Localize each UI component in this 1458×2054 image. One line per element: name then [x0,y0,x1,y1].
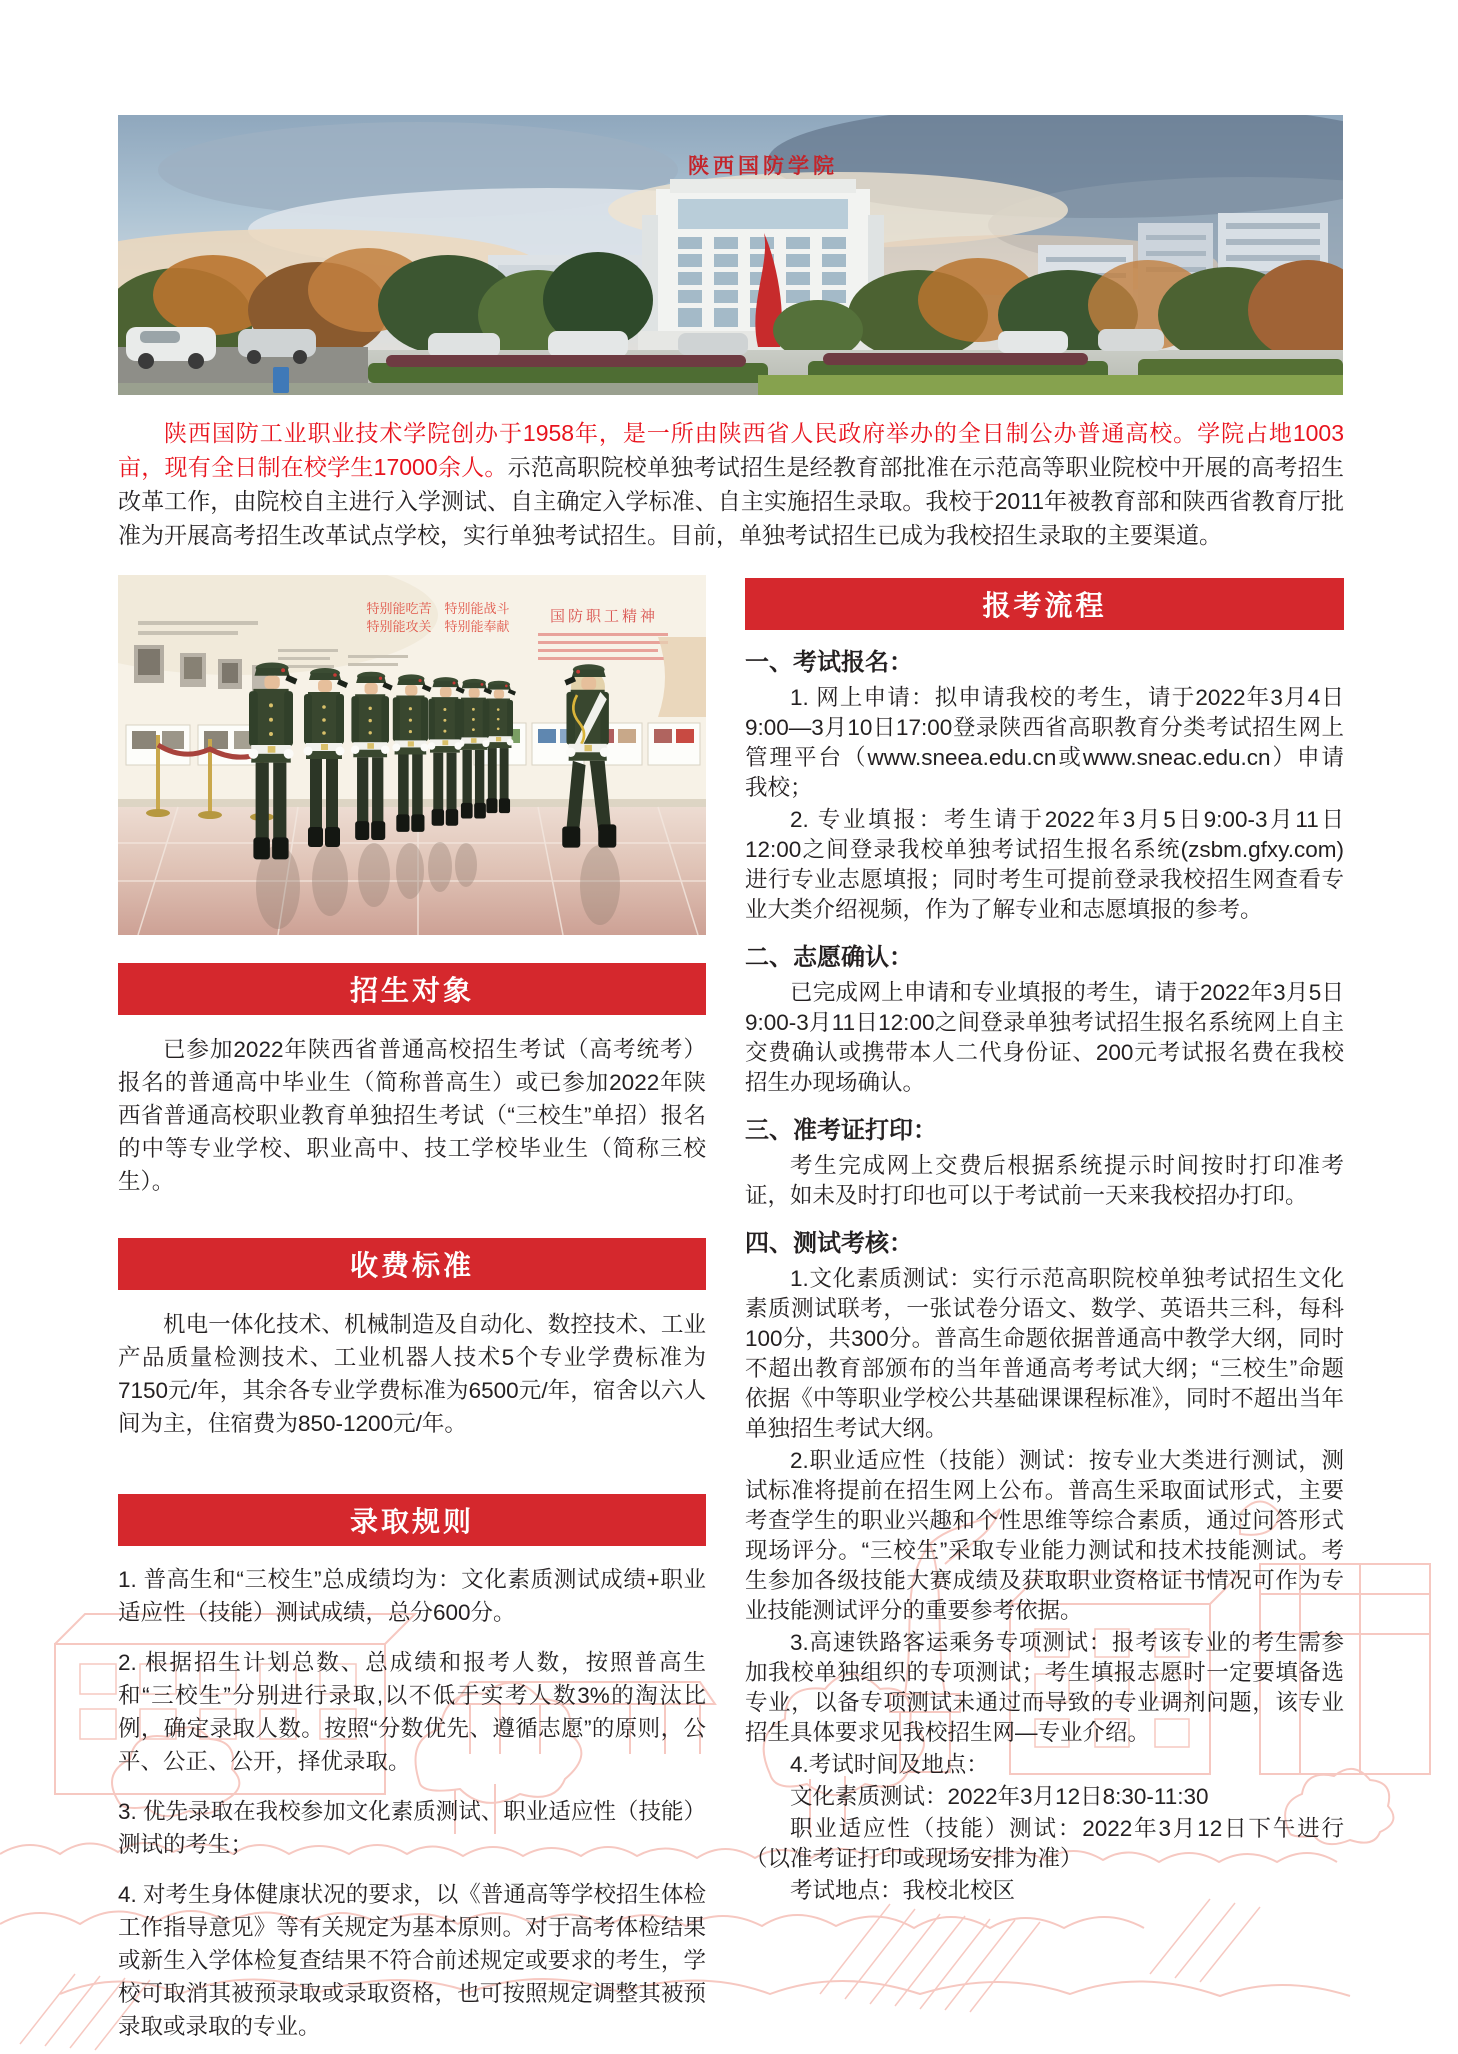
step-heading-3: 三、准考证打印： [745,1117,937,1144]
section-bar-admission-target [118,963,706,1015]
step4-exam-location: 考试地点：我校北校区 [790,1878,1016,1903]
rule-item-2: 2. 根据招生计划总数、总成绩和报考人数，按照普高生和“三校生”分别进行录取,以不低于实考人数3%的淘汰比例，确定录取人数。按照“分数优先、遵循志愿”的原则，公平、公正、公开，择优录取。 [118,1650,706,1774]
right-column [745,578,1344,1906]
rule-item-1: 1. 普高生和“三校生”总成绩均为：文化素质测试成绩+职业适应性（技能）测试成绩，总分600分。 [118,1567,706,1625]
relief-sculpture [658,637,706,717]
step-heading-1: 一、考试报名： [745,649,913,676]
step-heading-2: 二、志愿确认： [745,944,913,971]
section-bar-fees [118,1238,706,1290]
step4-culture-test-time: 文化素质测试：2022年3月12日8:30-11:30 [790,1784,1209,1809]
step4-skill-test-time: 职业适应性（技能）测试：2022年3月12日下午进行（以准考证打印或现场安排为准） [745,1816,1344,1871]
building-sign: 陕西国防学院 [688,153,838,178]
hall-slogan-1: 特别能吃苦 特别能战斗 [366,601,510,616]
step-heading-4: 四、测试考核： [745,1230,913,1257]
step1-paragraph-2: 2. 专业填报：考生请于2022年3月5日9:00-3月11日12:00之间登录我校单独考试招生报名系统(zsbm.gfxy.com)进行专业志愿填报；同时考生可提前登录我校招生网查看专业大类介绍视频，作为了解专业和志愿填报的参考。 [745,807,1344,922]
section-title: 收费标准 [349,1250,474,1281]
step4-paragraph-3: 3.高速铁路客运乘务专项测试：报考该专业的考生需参加我校单独组织的专项测试；考生填报志愿时一定要填备选专业，以备专项测试未通过而导致的专业调剂问题，该专业招生具体要求见我校招生网—专业介绍。 [745,1630,1344,1745]
section-title: 报考流程 [982,590,1107,621]
section-bar-admission-rules [118,1494,706,1546]
intro-black-text: 示范高职院校单独考试招生是经教育部批准在示范高等职业院校中开展的高考招生改革工作，由院校自主进行入学测试、自主确定入学标准、自主实施招生录取。我校于2011年被教育部和陕西省教育厅批准为开展高考招生改革试点学校，实行单独考试招生。目前，单独考试招生已成为我校招生录取的主要渠道。 [118,454,1345,548]
admission-target-text: 已参加2022年陕西省普通高校招生考试（高考统考）报名的普通高中毕业生（简称普高生）或已参加2022年陕西省普通高校职业教育单独招生考试（“三校生”单招）报名的中等专业学校、职业高中、技工学校毕业生（简称三校生）。 [118,1037,706,1194]
step4-paragraph-2: 2.职业适应性（技能）测试：按专业大类进行测试，测试标准将提前在招生网上公布。普高生采取面试形式，主要考查学生的职业兴趣和个性思维等综合素质，通过问答形式现场评分。“三校生”采取专业能力测试和技术技能测试。考生参加各级技能大赛成绩及获取职业资格证书情况可作为专业技能测试评分的重要参考依据。 [745,1448,1344,1623]
rule-item-3: 3. 优先录取在我校参加文化素质测试、职业适应性（技能）测试的考生； [118,1799,706,1857]
intro-red-text: 陕西国防工业职业技术学院创办于1958年，是一所由陕西省人民政府举办的全日制公办普通高校。学院占地1003亩，现有全日制在校学生17000余人。 [118,420,1344,480]
section-title: 招生对象 [349,975,474,1006]
blue-sign [273,367,289,393]
ground [118,327,1343,395]
step2-paragraph-1: 已完成网上申请和专业填报的考生，请于2022年3月5日9:00-3月11日12:00之间登录单独考试招生报名系统网上自主交费确认或携带本人二代身份证、200元考试报名费在我校招生办现场确认。 [745,980,1344,1095]
step1-paragraph-1: 1. 网上申请：拟申请我校的考生，请于2022年3月4日9:00—3月10日17:00登录陕西省高职教育分类考试招生网上管理平台（www.sneea.edu.cn或www.sneac.edu.cn）申请我校； [745,685,1344,800]
fees-text: 机电一体化技术、机械制造及自动化、数控技术、工业产品质量检测技术、工业机器人技术5个专业学费标准为7150元/年，其余各专业学费标准为6500元/年，宿舍以六人间为主，住宿费为850-1200元/年。 [118,1312,706,1436]
hall-slogan-2: 特别能攻关 特别能奉献 [366,619,510,634]
honor-guard-photo [118,575,706,935]
section-bar-application-process [745,578,1344,630]
section-title: 录取规则 [349,1506,474,1537]
hall-wall-title: 国防职工精神 [549,608,659,625]
campus-panorama-photo [118,115,1343,395]
step4-paragraph-1: 1.文化素质测试：实行示范高职院校单独考试招生文化素质测试联考，一张试卷分语文、数学、英语共三科，每科100分，共300分。普高生命题依据普通高中教学大纲，同时不超出教育部颁布的当年普通高考考试大纲；“三校生”命题依据《中等职业学校公共基础课课程标准》，同时不超出当年单独招生考试大纲。 [745,1266,1344,1441]
step3-paragraph-1: 考生完成网上交费后根据系统提示时间按时打印准考证，如未及时打印也可以于考试前一天来我校招办打印。 [745,1153,1344,1208]
intro-paragraph [118,416,1344,552]
step4-exam-time-label: 4.考试时间及地点： [790,1752,989,1777]
rule-item-4: 4. 对考生身体健康状况的要求，以《普通高等学校招生体检工作指导意见》等有关规定为基本原则。对于高考体检结果或新生入学体检复查结果不符合前述规定或要求的考生，学校可取消其被预录取或录取资格，也可按照规定调整其被预录取或录取的专业。 [118,1882,706,2039]
left-column [118,575,706,2043]
